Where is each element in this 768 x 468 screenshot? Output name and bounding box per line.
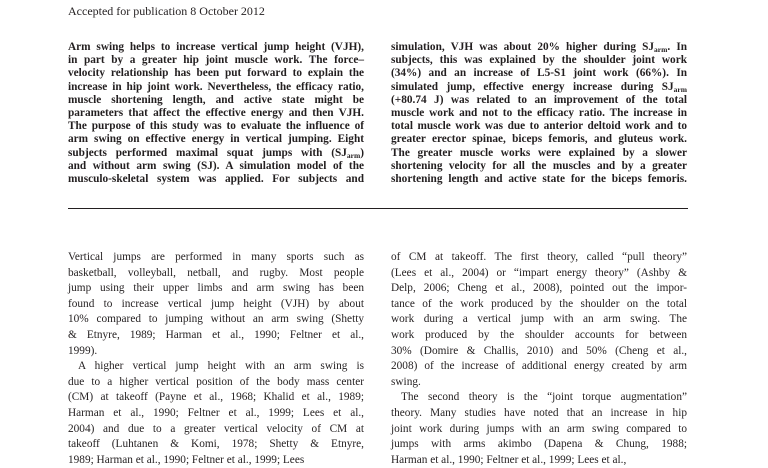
text-line: The greater muscle works were explained by a slower bbox=[391, 146, 687, 159]
text-line: subjects, this was explained by the shoulder joint work bbox=[391, 54, 687, 67]
text-line: subjects performed maximal squat jumps with $(SJ_{arm})$ bbox=[68, 146, 364, 160]
text-line: theory. Many studies have noted that an increase in hip bbox=[391, 406, 687, 419]
text-line: 2004) and due to a greater vertical velocity of CM at bbox=[68, 422, 364, 435]
text-line: tance of the work produced by the shoulder on the total bbox=[391, 297, 687, 310]
text-line: work produced by the shoulder accounts for between bbox=[391, 328, 687, 341]
text-line: parameters that affect the effective energy and then VJH. bbox=[68, 107, 364, 120]
text-line: arm swing on effective energy in vertical jumping. Eight bbox=[68, 133, 364, 146]
text-line: 30% (Domire & Challis, 2010) and 50% (Cheng et al., bbox=[391, 344, 687, 357]
text-line: increase in hip joint work. Nevertheless, the efficacy ratio, bbox=[68, 80, 364, 93]
text-line: greater erector spinae, biceps femoris, and gluteus work. bbox=[391, 133, 687, 146]
text-line: The purpose of this study was to evaluate the influence of bbox=[68, 120, 364, 133]
text-line: 10% compared to jumping without an arm swing (Shetty bbox=[68, 313, 364, 326]
text-line: musculo-skeletal system was applied. For subjects and bbox=[68, 173, 364, 186]
text-line: in part by a greater hip joint muscle work. The force– bbox=[68, 54, 364, 67]
text-line: 1989; Harman et al., 1990; Feltner et al., 1999; Lees bbox=[68, 453, 305, 466]
text-line: Vertical jumps are performed in many sports such as bbox=[68, 251, 364, 263]
text-line: Harman et al., 1990; Feltner et al., 1999; Lees et al., bbox=[391, 453, 627, 466]
body-right-column bbox=[391, 250, 687, 468]
text-line: (34%) and an increase of L5-S1 joint work (66%). In bbox=[391, 67, 687, 80]
text-line: joint work during jumps with an arm swing compared to bbox=[391, 422, 687, 435]
text-line: (+80.74 J) was related to an improvement of the total bbox=[391, 93, 687, 106]
abstract-divider bbox=[68, 208, 688, 209]
text-line: (CM) at takeoff (Payne et al., 1968; Khalid et al., 1989; bbox=[68, 391, 364, 404]
text-line: muscle work and not to the efficacy ratio. The increase in bbox=[391, 107, 687, 120]
text-line: 2008) of the increase of additional energy created by arm bbox=[391, 360, 687, 373]
text-line: The second theory is the “joint torque augmentation” bbox=[401, 391, 687, 404]
text-line: shortening length and active state for the biceps femoris. bbox=[391, 173, 687, 186]
acceptance-note: Accepted for publication 8 October 2012 bbox=[68, 4, 265, 18]
text-line: Delp, 2006; Cheng et al., 2008), pointed out the impor- bbox=[391, 282, 687, 295]
text-line: 1999). bbox=[68, 344, 98, 357]
text-line: takeoff (Luhtanen & Komi, 1978; Shetty & Etnyre, bbox=[68, 438, 364, 451]
text-line: simulation, VJH was about 20% higher during $SJ_{arm}$. In bbox=[391, 41, 687, 54]
text-line: & Etnyre, 1989; Harman et al., 1990; Feltner et al., bbox=[68, 328, 364, 341]
abstract-right-column bbox=[391, 41, 687, 186]
text-line: jumps with arms akimbo (Dapena & Chung, 1988; bbox=[391, 438, 687, 451]
text-line: Arm swing helps to increase vertical jump height (VJH), bbox=[68, 41, 364, 53]
text-line: jump using their upper limbs and arm swing has been bbox=[68, 282, 364, 295]
text-line: swing. bbox=[391, 375, 421, 388]
text-line: due to a higher vertical position of the body mass center bbox=[68, 375, 364, 388]
text-line: total muscle work was due to anterior deltoid work and to bbox=[391, 120, 687, 133]
body-left-column bbox=[68, 250, 364, 468]
text-line: (Lees et al., 2004) or “impart energy theory” (Ashby & bbox=[391, 266, 687, 279]
text-line: and without arm swing (SJ). A simulation model of the bbox=[68, 159, 364, 172]
text-line: shortening velocity for all the muscles and by a greater bbox=[391, 159, 687, 172]
text-line: work during a vertical jump with an arm swing. The bbox=[391, 313, 687, 326]
text-line: basketball, volleyball, netball, and rugby. Most people bbox=[68, 266, 364, 279]
text-line: simulated jump, effective energy increase during $SJ_{arm}$ bbox=[391, 80, 687, 94]
abstract-left-column bbox=[68, 41, 364, 186]
text-line: Harman et al., 1990; Feltner et al., 1999; Lees et al., bbox=[68, 406, 364, 419]
text-line: of CM at takeoff. The first theory, called “pull theory” bbox=[391, 251, 687, 263]
text-line: A higher vertical jump height with an arm swing is bbox=[78, 360, 364, 373]
text-line: found to increase vertical jump height (VJH) by about bbox=[68, 297, 364, 310]
text-line: velocity relationship has been put forward to explain the bbox=[68, 67, 364, 80]
text-line: muscle shortening length, and active state might be bbox=[68, 93, 364, 106]
